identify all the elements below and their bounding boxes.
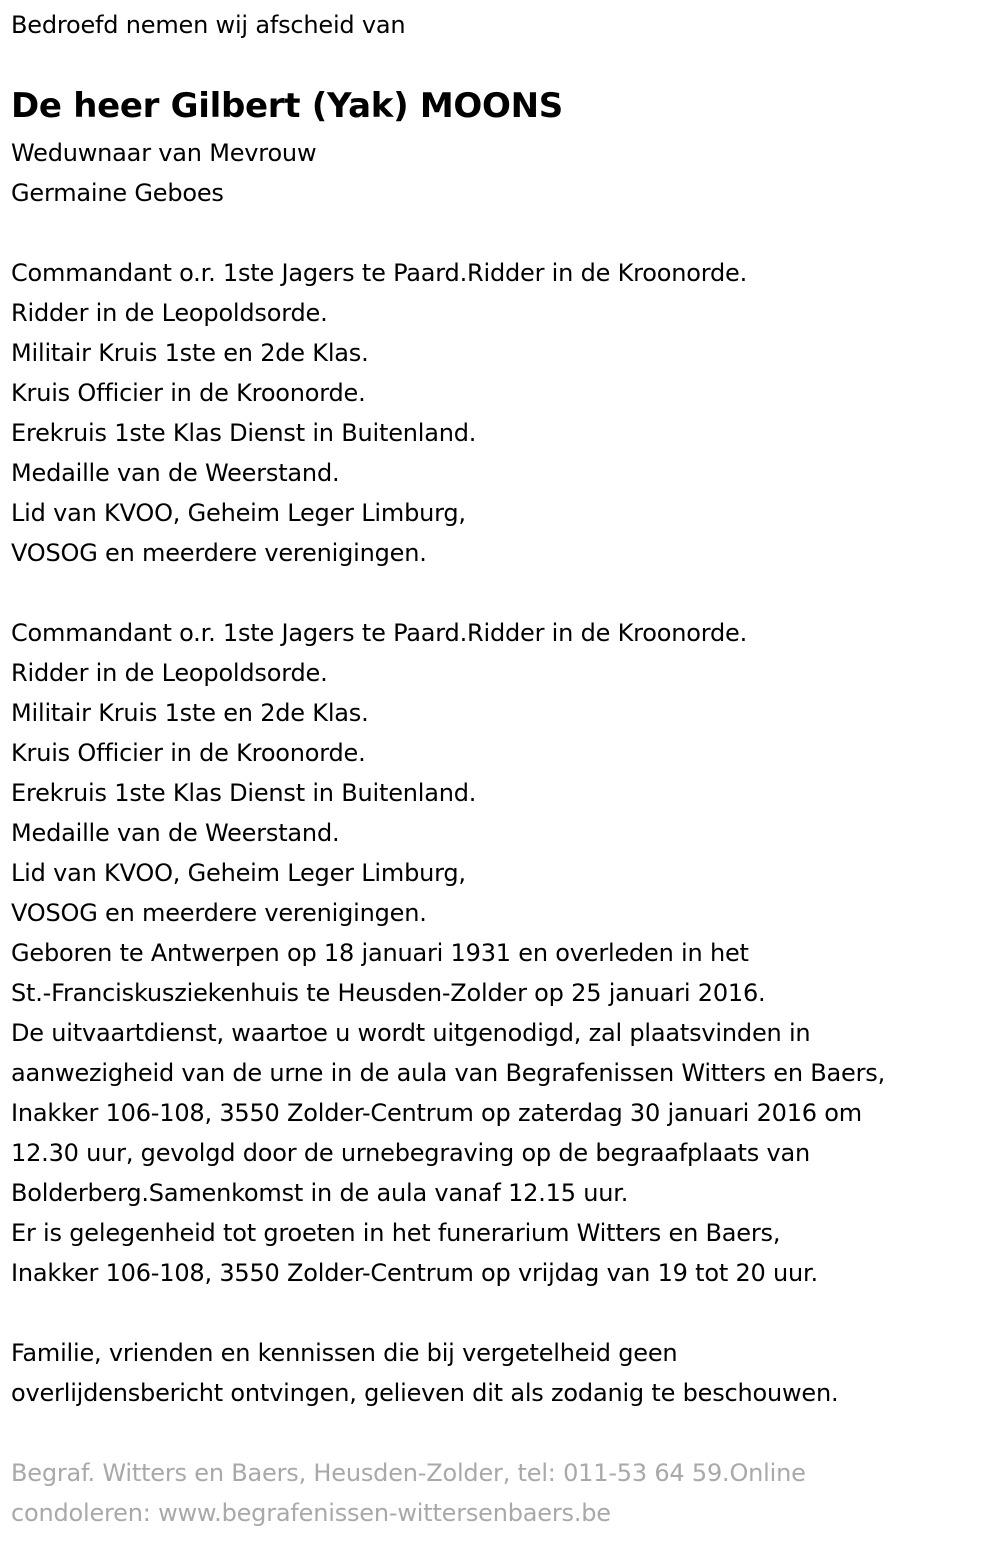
- body-line: VOSOG en meerdere verenigingen.: [11, 899, 427, 927]
- spouse-line: Germaine Geboes: [11, 179, 224, 207]
- body-line: Kruis Officier in de Kroonorde.: [11, 739, 366, 767]
- title-line: Ridder in de Leopoldsorde.: [11, 299, 328, 327]
- spouse-line: Weduwnaar van Mevrouw: [11, 139, 317, 167]
- birth-death-line: St.-Franciskusziekenhuis te Heusden-Zolder op 25 januari 2016.: [11, 979, 766, 1007]
- closing-block: [11, 1333, 838, 1413]
- birth-death-line: Geboren te Antwerpen op 18 januari 1931 en overleden in het: [11, 939, 749, 967]
- funeral-info-line: De uitvaartdienst, waartoe u wordt uitgenodigd, zal plaatsvinden in: [11, 1019, 811, 1047]
- funeral-home-footer: [11, 1453, 806, 1533]
- title-line: Medaille van de Weerstand.: [11, 459, 340, 487]
- visitation-line: Inakker 106-108, 3550 Zolder-Centrum op vrijdag van 19 tot 20 uur.: [11, 1259, 818, 1287]
- spouse-block: [11, 133, 316, 213]
- titles-block-second: [11, 613, 885, 1293]
- deceased-name: De heer Gilbert (Yak) MOONS: [11, 86, 563, 126]
- funeral-info-line: Inakker 106-108, 3550 Zolder-Centrum op zaterdag 30 januari 2016 om: [11, 1099, 862, 1127]
- closing-line: Familie, vrienden en kennissen die bij vergetelheid geen: [11, 1339, 678, 1367]
- closing-line: overlijdensbericht ontvingen, gelieven dit als zodanig te beschouwen.: [11, 1379, 839, 1407]
- title-line: Kruis Officier in de Kroonorde.: [11, 379, 366, 407]
- body-line: Commandant o.r. 1ste Jagers te Paard.Ridder in de Kroonorde.: [11, 619, 748, 647]
- titles-block-first: [11, 253, 747, 573]
- body-line: Medaille van de Weerstand.: [11, 819, 340, 847]
- funeral-info-line: aanwezigheid van de urne in de aula van Begrafenissen Witters en Baers,: [11, 1059, 886, 1087]
- intro-text: Bedroefd nemen wij afscheid van: [11, 11, 406, 39]
- visitation-line: Er is gelegenheid tot groeten in het funerarium Witters en Baers,: [11, 1219, 781, 1247]
- funeral-info-line: 12.30 uur, gevolgd door de urnebegraving op de begraafplaats van: [11, 1139, 810, 1167]
- footer-line: condoleren: www.begrafenissen-wittersenbaers.be: [11, 1499, 611, 1527]
- body-line: Lid van KVOO, Geheim Leger Limburg,: [11, 859, 466, 887]
- title-line: VOSOG en meerdere verenigingen.: [11, 539, 427, 567]
- body-line: Erekruis 1ste Klas Dienst in Buitenland.: [11, 779, 477, 807]
- title-line: Erekruis 1ste Klas Dienst in Buitenland.: [11, 419, 477, 447]
- footer-line: Begraf. Witters en Baers, Heusden-Zolder, tel: 011-53 64 59.Online: [11, 1459, 806, 1487]
- body-line: Ridder in de Leopoldsorde.: [11, 659, 328, 687]
- title-line: Commandant o.r. 1ste Jagers te Paard.Ridder in de Kroonorde.: [11, 259, 748, 287]
- body-line: Militair Kruis 1ste en 2de Klas.: [11, 699, 369, 727]
- funeral-info-line: Bolderberg.Samenkomst in de aula vanaf 12.15 uur.: [11, 1179, 629, 1207]
- title-line: Lid van KVOO, Geheim Leger Limburg,: [11, 499, 466, 527]
- title-line: Militair Kruis 1ste en 2de Klas.: [11, 339, 369, 367]
